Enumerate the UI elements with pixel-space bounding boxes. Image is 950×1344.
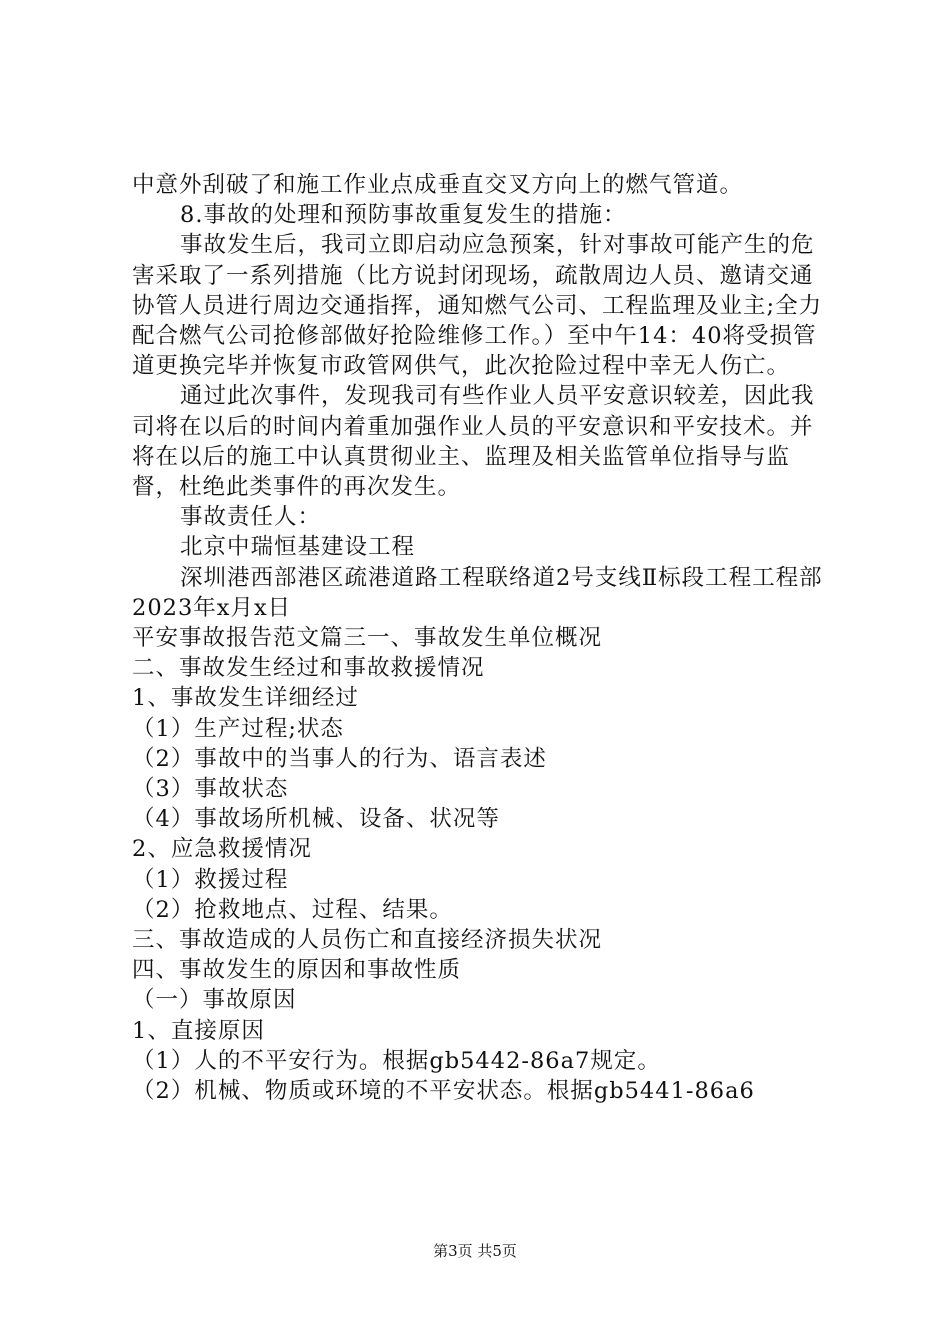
list-item: （4）事故场所机械、设备、状况等 — [132, 806, 500, 833]
paragraph: 事故发生后，我司立即启动应急预案，针对事故可能产生的危害采取了一系列措施（比方说封闭现场，疏散周边人员、邀请交通协管人员进行周边交通指挥，通知燃气公司、工程监理及业主;全力配合燃气公司抢修部做好抢险维修工作。）至中午14：40将受损管道更换完毕并恢复市政管网供气，此次抢险过程中幸无人伤亡。 — [132, 232, 823, 380]
list-item: （一）事故原因 — [132, 987, 297, 1014]
document-body — [132, 170, 832, 1106]
paragraph: 通过此次事件，发现我司有些作业人员平安意识较差，因此我司将在以后的时间内着重加强作业人员的平安意识和平安技术。并将在以后的施工中认真贯彻业主、监理及相关监管单位指导与监督，杜绝此类事件的再次发生。 — [132, 383, 815, 501]
section-heading: 平安事故报告范文篇三一、事故发生单位概况 — [132, 625, 603, 652]
section-heading: 二、事故发生经过和事故救援情况 — [132, 655, 485, 682]
paragraph: 中意外刮破了和施工作业点成垂直交叉方向上的燃气管道。 — [132, 172, 744, 198]
list-item: （2）机械、物质或环境的不平安状态。根据gb5441-86a6 — [132, 1078, 755, 1105]
list-item: （2）抢救地点、过程、结果。 — [132, 896, 453, 923]
list-item: （1）人的不平安行为。根据gb5442-86a7规定。 — [132, 1047, 661, 1074]
section-heading: 四、事故发生的原因和事故性质 — [132, 957, 462, 984]
list-item: 2、应急救援情况 — [132, 836, 312, 863]
list-item: （1）救援过程 — [132, 866, 289, 893]
list-item: 1、事故发生详细经过 — [132, 685, 359, 712]
list-item: （3）事故状态 — [132, 776, 289, 803]
section-heading: 三、事故造成的人员伤亡和直接经济损失状况 — [132, 927, 603, 954]
paragraph: 事故责任人： — [180, 504, 322, 531]
date-line: 2023年x月x日 — [132, 594, 292, 621]
list-item: （1）生产过程;状态 — [132, 715, 344, 742]
paragraph: 深圳港西部港区疏港道路工程联络道2号支线Ⅱ标段工程工程部 — [180, 564, 823, 591]
page-footer — [0, 1241, 950, 1261]
paragraph: 北京中瑞恒基建设工程 — [180, 534, 416, 561]
paragraph: 8.事故的处理和预防事故重复发生的措施： — [180, 202, 627, 229]
list-item: （2）事故中的当事人的行为、语言表述 — [132, 745, 547, 772]
list-item: 1、直接原因 — [132, 1017, 265, 1044]
page-number: 第3页 共5页 — [433, 1242, 517, 1260]
